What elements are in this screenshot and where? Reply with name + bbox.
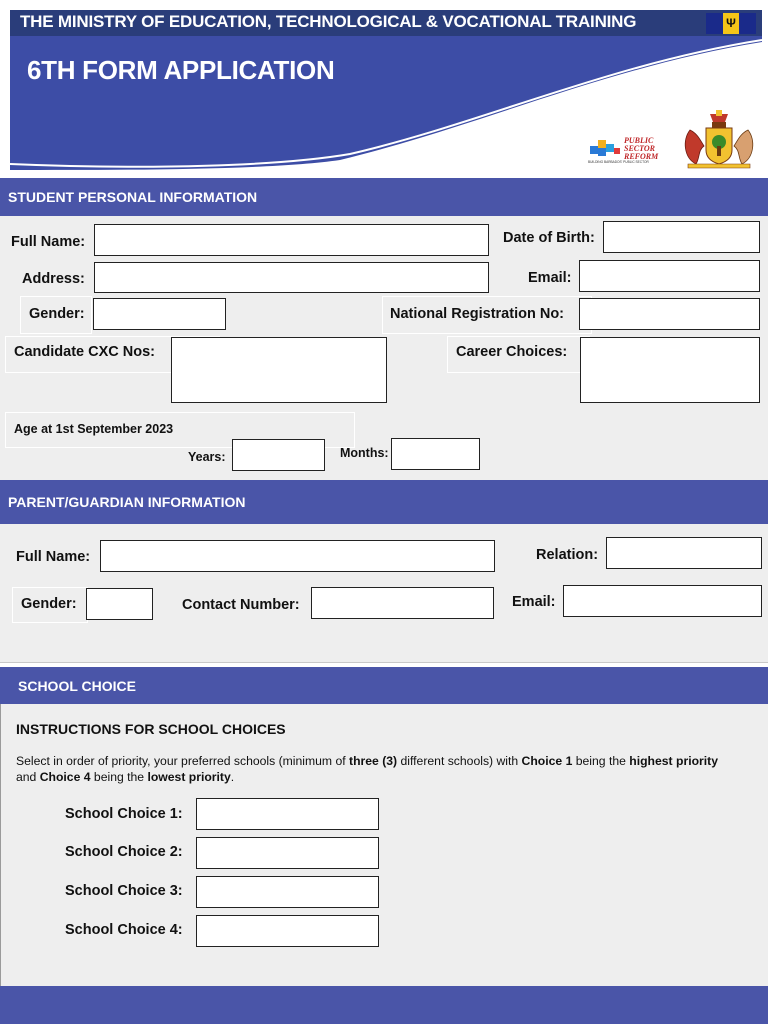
school-choice-4-field[interactable]	[196, 915, 379, 947]
parent-full-name-label: Full Name:	[16, 549, 91, 565]
parent-gender-label: Gender:	[21, 596, 77, 612]
national-registration-label: National Registration No:	[390, 306, 565, 322]
parent-email-field[interactable]	[563, 585, 762, 617]
address-field[interactable]	[94, 262, 489, 293]
public-sector-reform-logo	[586, 134, 674, 164]
student-full-name-label: Full Name:	[11, 234, 86, 250]
instructions-title: INSTRUCTIONS FOR SCHOOL CHOICES	[16, 721, 286, 737]
parent-section-title: PARENT/GUARDIAN INFORMATION	[8, 494, 246, 510]
age-years-field[interactable]	[232, 439, 325, 471]
school-choice-4-label: School Choice 4:	[65, 922, 183, 938]
page-footer	[0, 986, 768, 1024]
age-at-september-label: Age at 1st September 2023	[14, 422, 174, 436]
school-choice-2-label: School Choice 2:	[65, 844, 183, 860]
student-email-field[interactable]	[579, 260, 760, 292]
school-choice-1-field[interactable]	[196, 798, 379, 830]
school-choice-3-label: School Choice 3:	[65, 883, 183, 899]
page-title: 6TH FORM APPLICATION	[27, 55, 335, 85]
school-choice-3-field[interactable]	[196, 876, 379, 908]
date-of-birth-field[interactable]	[603, 221, 760, 253]
school-choice-1-label: School Choice 1:	[65, 806, 183, 822]
svg-text:REFORM: REFORM	[624, 152, 659, 161]
ministry-name: THE MINISTRY OF EDUCATION, TECHNOLOGICAL & VOCATIONAL TRAINING	[20, 12, 637, 31]
months-label: Months:	[340, 446, 389, 460]
student-section-header	[0, 178, 768, 216]
svg-text:SECTOR: SECTOR	[624, 144, 655, 153]
contact-number-label: Contact Number:	[182, 597, 300, 613]
parent-email-label: Email:	[512, 594, 556, 610]
svg-text:BUILDING BARBADOS' PUBLIC SECT: BUILDING BARBADOS' PUBLIC SECTOR	[588, 160, 649, 164]
relation-label: Relation:	[536, 547, 599, 563]
contact-number-field[interactable]	[311, 587, 494, 619]
student-gender-field[interactable]	[93, 298, 226, 330]
instructions-text: Select in order of priority, your preferred schools (minimum of three (3) different schools) with Choice 1 being the highest priority and Choice 4 being the lowest priority.	[16, 754, 718, 784]
age-months-field[interactable]	[391, 438, 480, 470]
school-choice-2-field[interactable]	[196, 837, 379, 869]
career-choices-label: Career Choices:	[456, 344, 568, 360]
school-section-header	[0, 667, 768, 704]
school-section-title: SCHOOL CHOICE	[18, 677, 136, 694]
parent-gender-field[interactable]	[86, 588, 153, 620]
national-registration-field[interactable]	[579, 298, 760, 330]
career-choices-field[interactable]	[580, 337, 760, 403]
years-label: Years:	[188, 450, 226, 464]
student-section-title: STUDENT PERSONAL INFORMATION	[8, 189, 258, 205]
address-label: Address:	[22, 271, 85, 287]
relation-field[interactable]	[606, 537, 762, 569]
candidate-cxc-label: Candidate CXC Nos:	[14, 344, 155, 360]
date-of-birth-label: Date of Birth:	[503, 230, 595, 246]
parent-full-name-field[interactable]	[100, 540, 495, 572]
svg-text:PUBLIC: PUBLIC	[624, 136, 654, 145]
candidate-cxc-field[interactable]	[171, 337, 387, 403]
student-gender-label: Gender:	[29, 306, 85, 322]
barbados-flag-icon: Ψ	[706, 13, 756, 34]
parent-section-header	[0, 480, 768, 524]
student-email-label: Email:	[528, 270, 572, 286]
coat-of-arms-icon	[680, 108, 758, 170]
student-full-name-field[interactable]	[94, 224, 489, 256]
